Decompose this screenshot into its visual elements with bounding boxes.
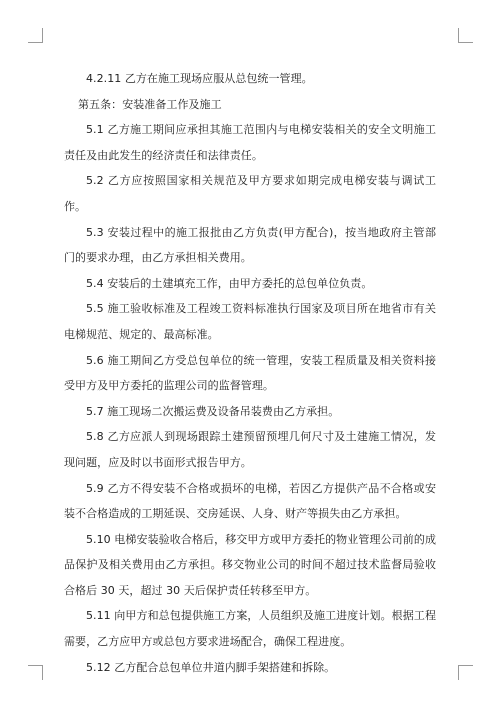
crop-mark-bottom-right bbox=[458, 665, 473, 680]
clause-5-5: 5.5 施工验收标准及工程竣工资料标准执行国家及项目所在地省市有关电梯规范、规定的、最高标准。 bbox=[64, 302, 436, 341]
crop-mark-top-left bbox=[28, 28, 43, 43]
clause-5-12: 5.12 乙方配合总包单位井道内脚手架搭建和拆除。 bbox=[86, 660, 336, 674]
document-body bbox=[64, 66, 436, 680]
clause-5-7: 5.7 施工现场二次搬运费及设备吊装费由乙方承担。 bbox=[86, 404, 340, 418]
clause-5-3: 5.3 安装过程中的施工报批由乙方负责(甲方配合)，按当地政府主管部门的要求办理，由乙方承担相关费用。 bbox=[64, 225, 436, 265]
clause-4-2-11: 4.2.11 乙方在施工现场应服从总包统一管理。 bbox=[86, 72, 313, 85]
clause-5-2: 5.2 乙方应按照国家相关规范及甲方要求如期完成电梯安装与调试工作。 bbox=[64, 174, 436, 213]
clause-5-6: 5.6 施工期间乙方受总包单位的统一管理，安装工程质量及相关资料接受甲方及甲方委托的监理公司的监督管理。 bbox=[64, 353, 436, 393]
clause-5-11: 5.11 向甲方和总包提供施工方案，人员组织及施工进度计划。根据工程需要，乙方应甲方或总包方要求进场配合，确保工程进度。 bbox=[64, 609, 436, 649]
clause-5-10: 5.10 电梯安装验收合格后，移交甲方或甲方委托的物业管理公司前的成品保护及相关费用由乙方承担。移交物业公司的时间不超过技术监督局验收合格后 30 天，超过 30 天后保护责任转移至甲方。 bbox=[64, 532, 436, 597]
clause-5-1: 5.1 乙方施工期间应承担其施工范围内与电梯安装相关的安全文明施工责任及由此发生的经济责任和法律责任。 bbox=[64, 123, 436, 162]
clause-5-8: 5.8 乙方应派人到现场跟踪土建预留预埋几何尺寸及土建施工情况，发现问题，应及时以书面形式报告甲方。 bbox=[64, 430, 436, 469]
clause-5-4: 5.4 安装后的土建填充工作，由甲方委托的总包单位负责。 bbox=[86, 276, 373, 290]
crop-mark-bottom-left bbox=[28, 665, 43, 680]
crop-mark-top-right bbox=[458, 28, 473, 43]
section-heading-article-5: 第五条：安装准备工作及施工 bbox=[78, 97, 222, 111]
clause-5-9: 5.9 乙方不得安装不合格或损坏的电梯，若因乙方提供产品不合格或安装不合格造成的工期延误、交房延误、人身、财产等损失由乙方承担。 bbox=[64, 481, 436, 521]
